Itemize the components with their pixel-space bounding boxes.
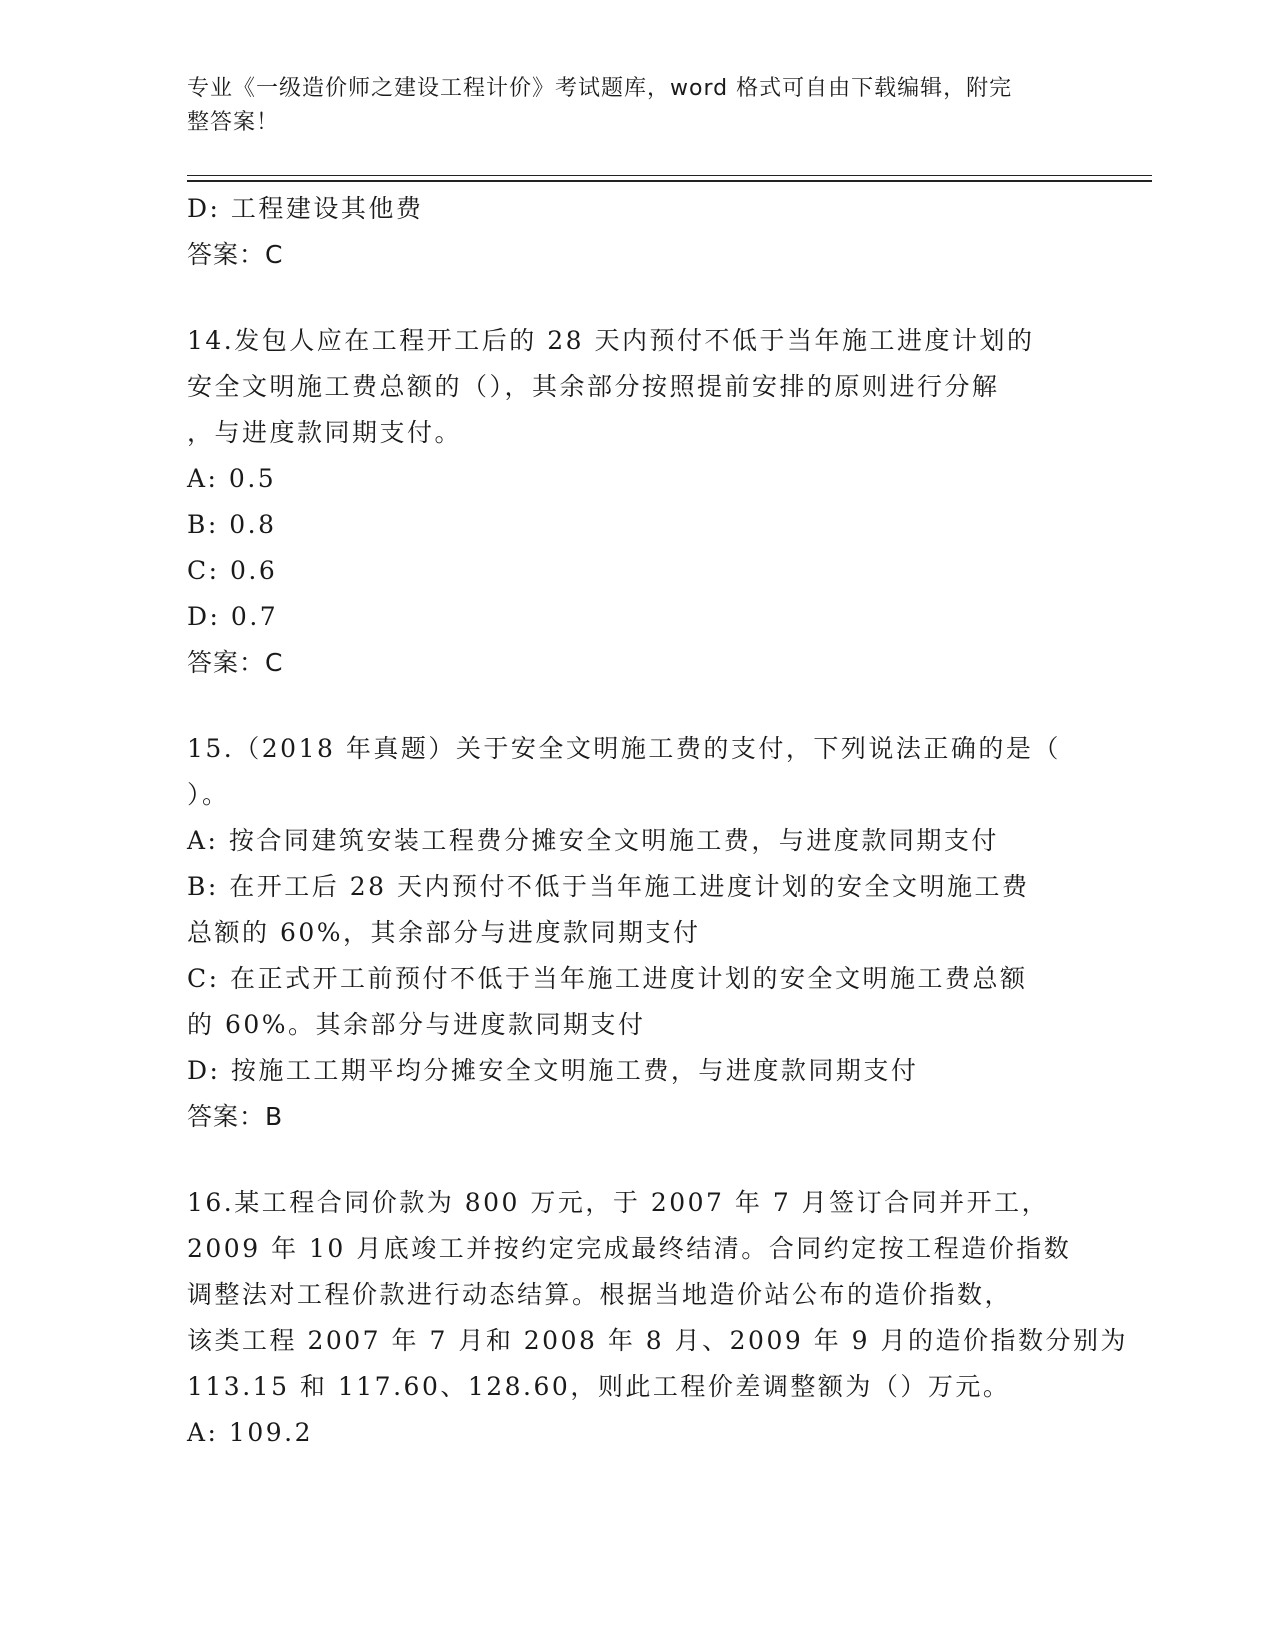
q15-stem-line: 15.（2018 年真题）关于安全文明施工费的支付，下列说法正确的是（ [187,734,1061,763]
q14-option-b: B: 0.8 [187,510,277,539]
q14-answer: 答案：C [187,648,284,677]
q15-option-b: B: 在开工后 28 天内预付不低于当年施工进度计划的安全文明施工费 [187,872,1030,901]
q16-stem-line: 2009 年 10 月底竣工并按约定完成最终结清。合同约定按工程造价指数 [187,1234,1072,1263]
q15-option-a: A: 按合同建筑安装工程费分摊安全文明施工费，与进度款同期支付 [187,826,999,855]
q16-stem-line: 113.15 和 117.60、128.60，则此工程价差调整额为（）万元。 [187,1372,1011,1401]
q16-option-a: A: 109.2 [187,1418,313,1447]
page-header [187,72,1067,140]
q14-option-c: C: 0.6 [187,556,278,585]
q16-stem-line: 16.某工程合同价款为 800 万元，于 2007 年 7 月签订合同并开工， [187,1188,1050,1217]
q14-option-d: D: 0.7 [187,602,279,631]
header-line-1: 专业《一级造价师之建设工程计价》考试题库，word 格式可自由下载编辑，附完 [187,76,1013,101]
q14-option-a: A: 0.5 [187,464,277,493]
q15-option-b-cont: 总额的 60%，其余部分与进度款同期支付 [187,918,701,947]
q15-option-d: D: 按施工工期平均分摊安全文明施工费，与进度款同期支付 [187,1056,919,1085]
header-line-2: 整答案！ [187,110,280,135]
q14-stem-line: ，与进度款同期支付。 [187,418,463,447]
q16-stem-line: 该类工程 2007 年 7 月和 2008 年 8 月、2009 年 9 月的造价指数分别为 [187,1326,1129,1355]
q16-stem-line: 调整法对工程价款进行动态结算。根据当地造价站公布的造价指数， [187,1280,1013,1309]
q15-answer: 答案：B [187,1102,284,1131]
q14-stem-line: 14.发包人应在工程开工后的 28 天内预付不低于当年施工进度计划的 [187,326,1035,355]
q15-option-c-cont: 的 60%。其余部分与进度款同期支付 [187,1010,646,1039]
header-divider-thin [187,175,1152,176]
q15-option-c: C: 在正式开工前预付不低于当年施工进度计划的安全文明施工费总额 [187,964,1028,993]
q13-answer: 答案：C [187,240,284,269]
header-divider-thick [187,180,1152,182]
q15-stem-line: ）。 [187,780,230,809]
q13-option-d: D: 工程建设其他费 [187,194,424,223]
question-content [187,186,1129,1456]
q14-stem-line: 安全文明施工费总额的（），其余部分按照提前安排的原则进行分解 [187,372,1000,401]
